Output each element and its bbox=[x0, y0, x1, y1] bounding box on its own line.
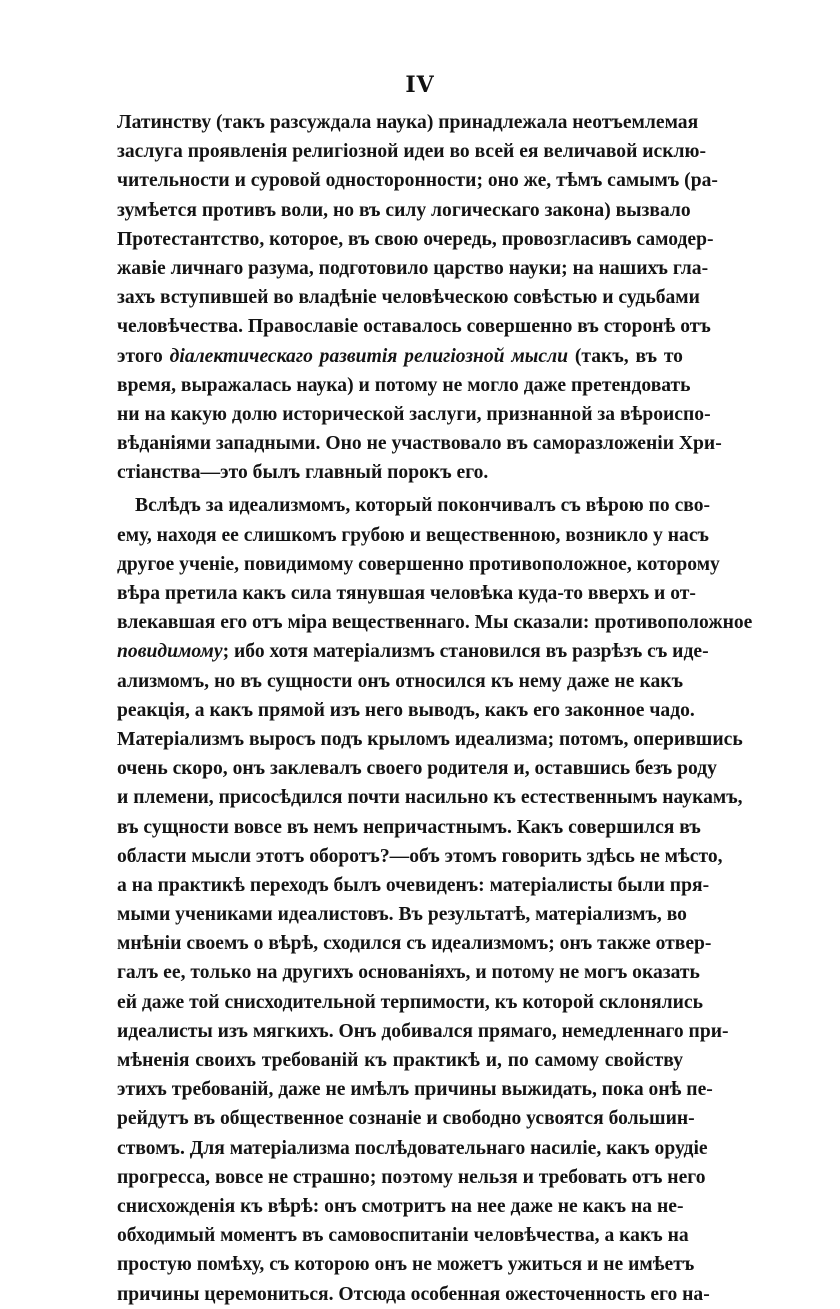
text-line: галъ ее, только на другихъ основаніяхъ, и потому не могъ оказать bbox=[117, 962, 700, 984]
text-line: очень скоро, онъ заклевалъ своего родителя и, оставшись безъ роду bbox=[117, 758, 717, 780]
text-line: обходимый моментъ въ самовоспитаніи человѣчества, а какъ на bbox=[117, 1225, 689, 1247]
italic-phrase: повидимому bbox=[117, 641, 223, 663]
text-line: заслуга проявленія религіозной идеи во всей ея величавой исклю- bbox=[117, 141, 707, 163]
text-line: захъ вступившей во владѣніе человѣческою совѣстью и судьбами bbox=[117, 287, 700, 309]
text-line: время, выражалась наука) и потому не могло даже претендовать bbox=[117, 374, 691, 396]
text-line: идеалисты изъ мягкихъ. Онъ добивался прямаго, немедленнаго при- bbox=[117, 1020, 729, 1042]
text-line: вѣра претила какъ сила тянувшая человѣка куда-то вверхъ и от- bbox=[117, 583, 696, 604]
text-line: снисхожденія къ вѣрѣ: онъ смотритъ на нее даже не какъ на не- bbox=[117, 1195, 684, 1217]
text-line: стіанства—это былъ главный порокъ его. bbox=[117, 462, 489, 484]
text-line: ализмомъ, но въ сущности онъ относился къ нему даже не какъ bbox=[117, 670, 683, 692]
text-line: а на практикѣ переходъ былъ очевиденъ: матеріалисты были пря- bbox=[117, 874, 710, 896]
text-line: области мысли этотъ оборотъ?—объ этомъ говорить здѣсь не мѣсто, bbox=[117, 845, 723, 867]
text-line: Латинству (такъ разсуждала наука) принадлежала неотъемлемая bbox=[117, 112, 699, 133]
text-line: мыми учениками идеалистовъ. Въ результатѣ, матеріализмъ, во bbox=[117, 904, 687, 926]
italic-suffix: ; ибо хотя матеріализмъ становился въ разрѣзъ съ иде- bbox=[222, 641, 709, 663]
text-line: жавіе личнаго разума, подготовило царство науки; на нашихъ гла- bbox=[117, 257, 709, 279]
text-line: ни на какую долю исторической заслуги, признанной за вѣроиспо- bbox=[117, 403, 711, 425]
text-line: рейдутъ въ общественное сознаніе и свободно усвоятся большин- bbox=[117, 1108, 695, 1130]
body-text bbox=[117, 108, 753, 1309]
text-line: въ сущности вовсе въ немъ непричастнымъ. Какъ совершился въ bbox=[117, 816, 701, 838]
text-line-with-italic bbox=[117, 637, 709, 666]
text-line: ствомъ. Для матеріализма послѣдовательнаго насиліе, какъ орудіе bbox=[117, 1137, 708, 1159]
text-line: простую помѣху, съ которою онъ не можетъ ужиться и не имѣетъ bbox=[117, 1254, 695, 1276]
text-line: человѣчества. Православіе оставалось совершенно въ сторонѣ отъ bbox=[117, 316, 711, 338]
text-line: вѣданіями западными. Оно не участвовало въ саморазложеніи Хри- bbox=[117, 433, 722, 455]
text-line: и племени, присосѣдился почти насильно къ естественнымъ наукамъ, bbox=[117, 787, 743, 809]
text-line: Протестантство, которое, въ свою очередь, провозгласивъ самодер- bbox=[117, 228, 714, 250]
text-line: прогресса, вовсе не страшно; поэтому нельзя и требовать отъ него bbox=[117, 1166, 706, 1188]
text-line: ей даже той снисходительной терпимости, къ которой склонялись bbox=[117, 991, 703, 1013]
text-line: чительности и суровой односторонности; оно же, тѣмъ самымъ (ра- bbox=[117, 170, 718, 192]
text-line: влекавшая его отъ міра вещественнаго. Мы сказали: противоположное bbox=[117, 612, 753, 634]
text-line: Вслѣдъ за идеализмомъ, который покончивалъ съ вѣрою по сво- bbox=[135, 495, 711, 517]
text-line-with-italic bbox=[117, 342, 683, 371]
text-line: этихъ требованій, даже не имѣлъ причины выжидать, пока онѣ пе- bbox=[117, 1079, 713, 1101]
text-line: другое ученіе, повидимому совершенно противоположное, которому bbox=[117, 553, 720, 575]
page-number: IV bbox=[405, 72, 435, 98]
italic-suffix: (такъ, въ то bbox=[568, 345, 683, 367]
italic-prefix: этого bbox=[117, 345, 170, 367]
text-line: мнѣніи своемъ о вѣрѣ, сходился съ идеализмомъ; онъ также отвер- bbox=[117, 933, 712, 955]
text-line: причины церемониться. Отсюда особенная ожесточенность его на- bbox=[117, 1283, 710, 1305]
text-line: ему, находя ее слишкомъ грубою и вещественною, возникло у насъ bbox=[117, 524, 709, 546]
text-line: Матеріализмъ выросъ подъ крыломъ идеализма; потомъ, оперившись bbox=[117, 728, 743, 750]
text-line: реакція, а какъ прямой изъ него выводъ, какъ его законное чадо. bbox=[117, 699, 695, 721]
text-line: зумѣется противъ воли, но въ силу логическаго закона) вызвало bbox=[117, 199, 691, 221]
italic-phrase: діалектическаго развитія религіозной мысли bbox=[169, 345, 569, 367]
text-line: мѣненія своихъ требованій къ практикѣ и, по самому свойству bbox=[117, 1050, 683, 1071]
